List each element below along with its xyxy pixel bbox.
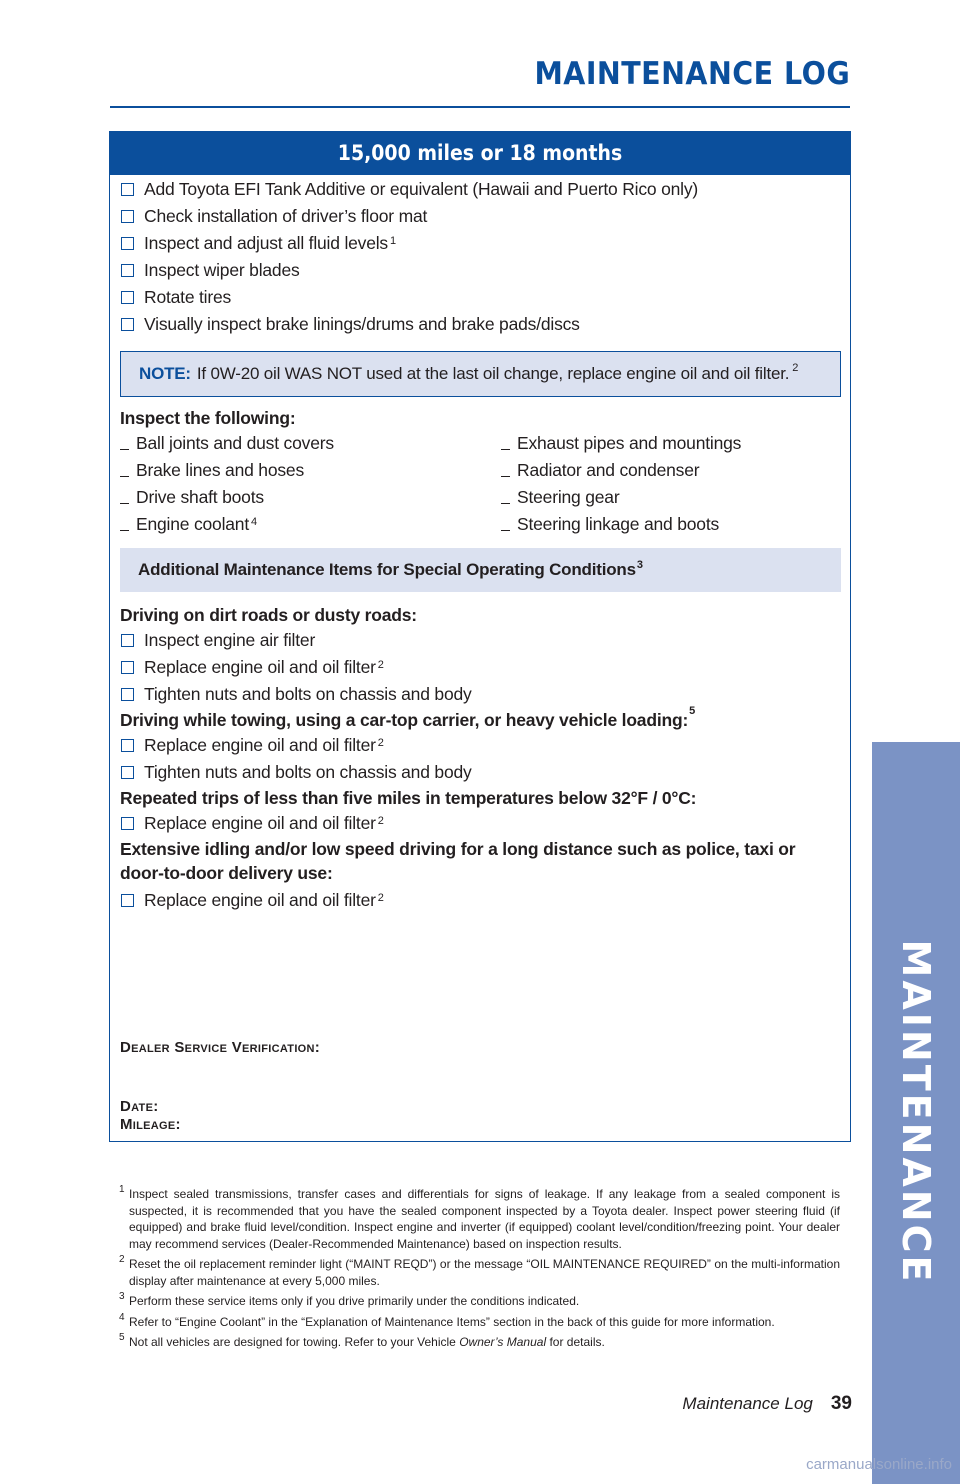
checkbox-icon[interactable]: [121, 817, 134, 830]
checkbox-icon[interactable]: [121, 634, 134, 647]
inspect-item: Engine coolant $^4$: [120, 512, 257, 536]
checklist-item[interactable]: Tighten nuts and bolts on chassis and body: [121, 682, 472, 706]
footnote: 1 Inspect sealed transmissions, transfer cases and differentials for signs of leakage. If any leakage from a sealed component is suspected, it is recommended that you have the sealed component inspected by a Toyota dealer. Inspect power steering fluid (if equipped) and brake fluid level/condition. Inspect engine and inverter (if equipped) coolant level/condition/freezing point. Your dealer may recommend services (Dealer-Recommended Maintenance) based on inspection results.: [119, 1184, 840, 1251]
condition-heading: Repeated trips of less than five miles in temperatures below 32°F / 0°C:: [120, 788, 697, 808]
footnote: 3 Perform these service items only if you drive primarily under the conditions indicated.: [119, 1291, 580, 1308]
footer-title: Maintenance Log: [682, 1394, 813, 1413]
inspect-heading: Inspect the following:: [120, 408, 296, 428]
footnote: 4 Refer to “Engine Coolant” in the “Explanation of Maintenance Items” section in the back of this guide for more information.: [119, 1311, 775, 1329]
inspect-item: Steering linkage and boots: [501, 512, 719, 536]
dealer-verification-label: Dealer Service Verification:: [120, 1039, 321, 1056]
inspect-item: Drive shaft boots: [120, 485, 264, 509]
checklist-item[interactable]: Inspect engine air filter: [121, 628, 315, 652]
checkbox-icon[interactable]: [121, 688, 134, 701]
checkbox-icon[interactable]: [121, 318, 134, 331]
checklist-item[interactable]: Add Toyota EFI Tank Additive or equivalent (Hawaii and Puerto Rico only): [121, 177, 698, 201]
oil-note: NOTE: If 0W-20 oil WAS NOT used at the last oil change, replace engine oil and oil filter. $^2$: [120, 351, 841, 397]
checkbox-icon[interactable]: [121, 264, 134, 277]
special-conditions-banner: Additional Maintenance Items for Special Operating Conditions $^3$: [120, 548, 841, 592]
mileage-label: Mileage:: [120, 1116, 181, 1133]
checkbox-icon[interactable]: [121, 894, 134, 907]
footnote: 5 Not all vehicles are designed for towing. Refer to your Vehicle Owner’s Manual for details.: [119, 1332, 605, 1349]
checklist-item[interactable]: Replace engine oil and oil filter $^2$: [121, 811, 384, 835]
watermark: carmanualsonline.info: [806, 1456, 952, 1473]
checklist-item[interactable]: Rotate tires: [121, 285, 231, 309]
title-divider: [110, 106, 850, 108]
date-label: Date:: [120, 1098, 159, 1115]
footnote: 2 Reset the oil replacement reminder light (“MAINT REQD”) or the message “OIL MAINTENANCE REQUIRED” on the multi-information display after maintenance at every 5,000 miles.: [119, 1254, 840, 1288]
side-tab-label: MAINTENANCE: [894, 939, 938, 1285]
checklist-item[interactable]: Visually inspect brake linings/drums and brake pads/discs: [121, 312, 580, 336]
condition-heading: Driving while towing, using a car-top carrier, or heavy vehicle loading:$^5$: [120, 705, 696, 730]
checkbox-icon[interactable]: [121, 739, 134, 752]
inspect-item: Exhaust pipes and mountings: [501, 431, 741, 455]
checklist-item[interactable]: Replace engine oil and oil filter $^2$: [121, 733, 384, 757]
inspect-item: Radiator and condenser: [501, 458, 699, 482]
checklist-item[interactable]: Replace engine oil and oil filter $^2$: [121, 655, 384, 679]
checklist-item[interactable]: Tighten nuts and bolts on chassis and body: [121, 760, 472, 784]
page-footer: [682, 1393, 852, 1415]
page-title: MAINTENANCE LOG: [534, 56, 850, 92]
checklist-item[interactable]: Inspect wiper blades: [121, 258, 300, 282]
maintenance-interval-box: [109, 131, 851, 1142]
inspect-item: Ball joints and dust covers: [120, 431, 334, 455]
checkbox-icon[interactable]: [121, 237, 134, 250]
interval-header: 15,000 miles or 18 months: [110, 132, 850, 175]
page-number: 39: [830, 1393, 852, 1414]
checkbox-icon[interactable]: [121, 210, 134, 223]
condition-heading: Driving on dirt roads or dusty roads:: [120, 605, 417, 625]
inspect-item: Brake lines and hoses: [120, 458, 304, 482]
checklist-item[interactable]: Replace engine oil and oil filter $^2$: [121, 888, 384, 912]
condition-heading-cont: door-to-door delivery use:: [120, 863, 333, 883]
checkbox-icon[interactable]: [121, 661, 134, 674]
inspect-item: Steering gear: [501, 485, 619, 509]
footnotes: [119, 1186, 840, 1355]
checkbox-icon[interactable]: [121, 766, 134, 779]
checkbox-icon[interactable]: [121, 183, 134, 196]
checkbox-icon[interactable]: [121, 291, 134, 304]
checklist-item[interactable]: Inspect and adjust all fluid levels $^1$: [121, 231, 396, 255]
checklist-item[interactable]: Check installation of driver’s floor mat: [121, 204, 427, 228]
condition-heading: Extensive idling and/or low speed driving for a long distance such as police, taxi or: [120, 839, 796, 859]
